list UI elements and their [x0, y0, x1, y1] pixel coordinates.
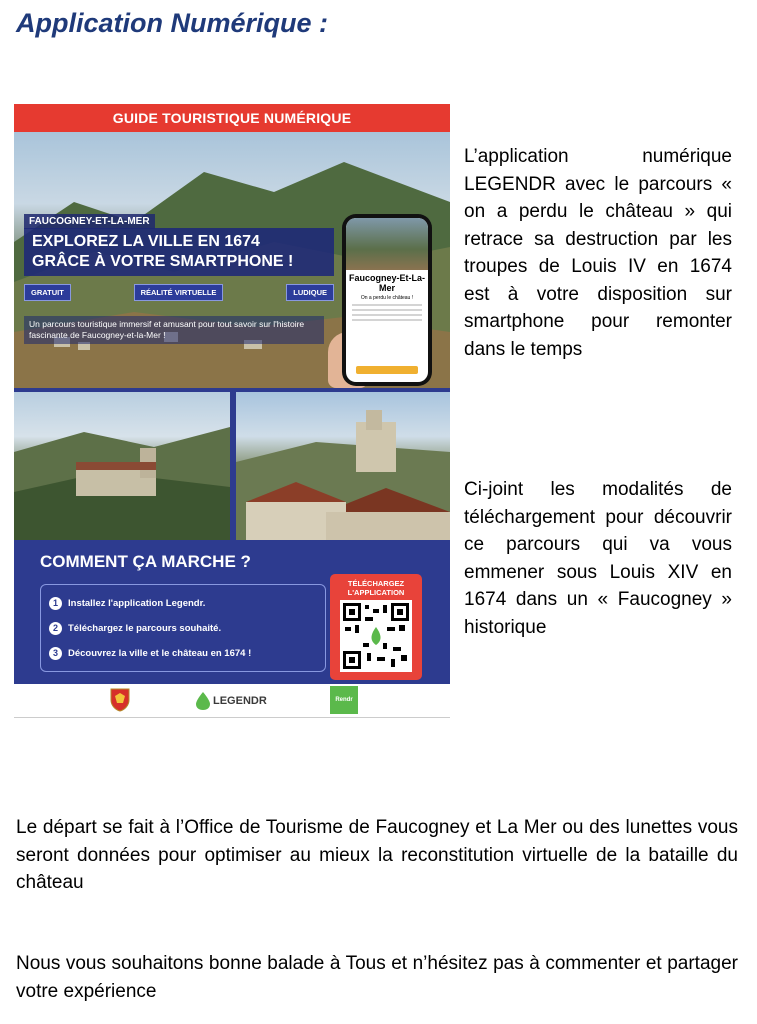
phone-text-line	[352, 304, 422, 306]
poster-footer	[14, 684, 450, 716]
town-label: FAUCOGNEY-ET-LA-MER	[24, 214, 155, 229]
castle-photo-right	[236, 392, 450, 540]
poster-divider	[14, 717, 450, 718]
step-item	[49, 591, 317, 616]
tag-free: GRATUIT	[24, 284, 71, 301]
step-number: 2	[49, 622, 62, 635]
castle-on-hill-image	[14, 392, 230, 540]
town-crest-icon	[110, 688, 130, 712]
poster-headline	[24, 228, 334, 276]
phone-app-subtitle: On a perdu le château !	[360, 295, 414, 301]
tourist-guide-poster	[14, 104, 450, 716]
phone-app-button	[356, 366, 418, 374]
rendr-logo: Rendr	[330, 686, 358, 714]
steps-list	[40, 584, 326, 672]
poster-tags	[24, 284, 334, 301]
step-number: 1	[49, 597, 62, 610]
step-text: Découvrez la ville et le château en 1674 !	[68, 648, 252, 659]
village-rooftops-image	[236, 392, 450, 540]
poster-hero-image	[14, 132, 450, 388]
headline-line-2: GRÂCE À VOTRE SMARTPHONE !	[32, 253, 294, 270]
phone-text-line	[352, 314, 422, 316]
legendr-drop-icon	[196, 692, 210, 710]
phone-app-title: Faucogney-Et-La-Mer	[348, 273, 425, 293]
poster-intro: Un parcours touristique immersif et amusant pour tout savoir sur l'histoire fascinante de Faucogney-et-la-Mer !	[24, 316, 324, 344]
step-item	[49, 641, 317, 666]
qr-code-pattern	[343, 603, 409, 669]
castle-photo-left	[14, 392, 230, 540]
qr-code-icon	[340, 600, 412, 672]
phone-screen-image	[346, 218, 428, 270]
legendr-logo-text: LEGENDR	[213, 695, 267, 707]
phone-text-line	[352, 309, 422, 311]
legendr-logo	[196, 692, 267, 710]
poster-banner: GUIDE TOURISTIQUE NUMÉRIQUE	[14, 104, 450, 132]
step-item	[49, 616, 317, 641]
download-app-box	[330, 574, 422, 680]
headline-line-1: EXPLOREZ LA VILLE EN 1674	[32, 233, 260, 250]
step-text: Téléchargez le parcours souhaité.	[68, 623, 222, 634]
download-app-label: TÉLÉCHARGEZ L'APPLICATION	[347, 579, 405, 597]
how-it-works-title: COMMENT ÇA MARCHE ?	[40, 552, 251, 571]
step-number: 3	[49, 647, 62, 660]
tag-virtual-reality: RÉALITÉ VIRTUELLE	[134, 284, 224, 301]
page-title: Application Numérique :	[16, 8, 329, 38]
app-description-paragraph: L’application numérique LEGENDR avec le parcours « on a perdu le château » qui retrace sa destruction par les troupes de Louis IV en 1674 est à votre disposition sur smartphone pour remonter dans le temps	[464, 146, 732, 360]
tag-playful: LUDIQUE	[286, 284, 334, 301]
smartphone-mockup	[342, 214, 432, 386]
phone-screen	[346, 218, 428, 382]
departure-info-paragraph: Le départ se fait à l’Office de Tourisme de Faucogney et La Mer ou des lunettes vous seront données pour optimiser au mieux la reconstitution virtuelle de la bataille du château	[16, 817, 738, 893]
phone-text-line	[352, 319, 422, 321]
download-info-paragraph: Ci-joint les modalités de téléchargement pour découvrir ce parcours qui va vous emmener sous Louis XIV en 1674 dans un « Faucogney » historique	[464, 479, 732, 638]
step-text: Installez l'application Legendr.	[68, 598, 206, 609]
closing-paragraph: Nous vous souhaitons bonne balade à Tous et n’hésitez pas à commenter et partager votre expérience	[16, 953, 738, 1002]
